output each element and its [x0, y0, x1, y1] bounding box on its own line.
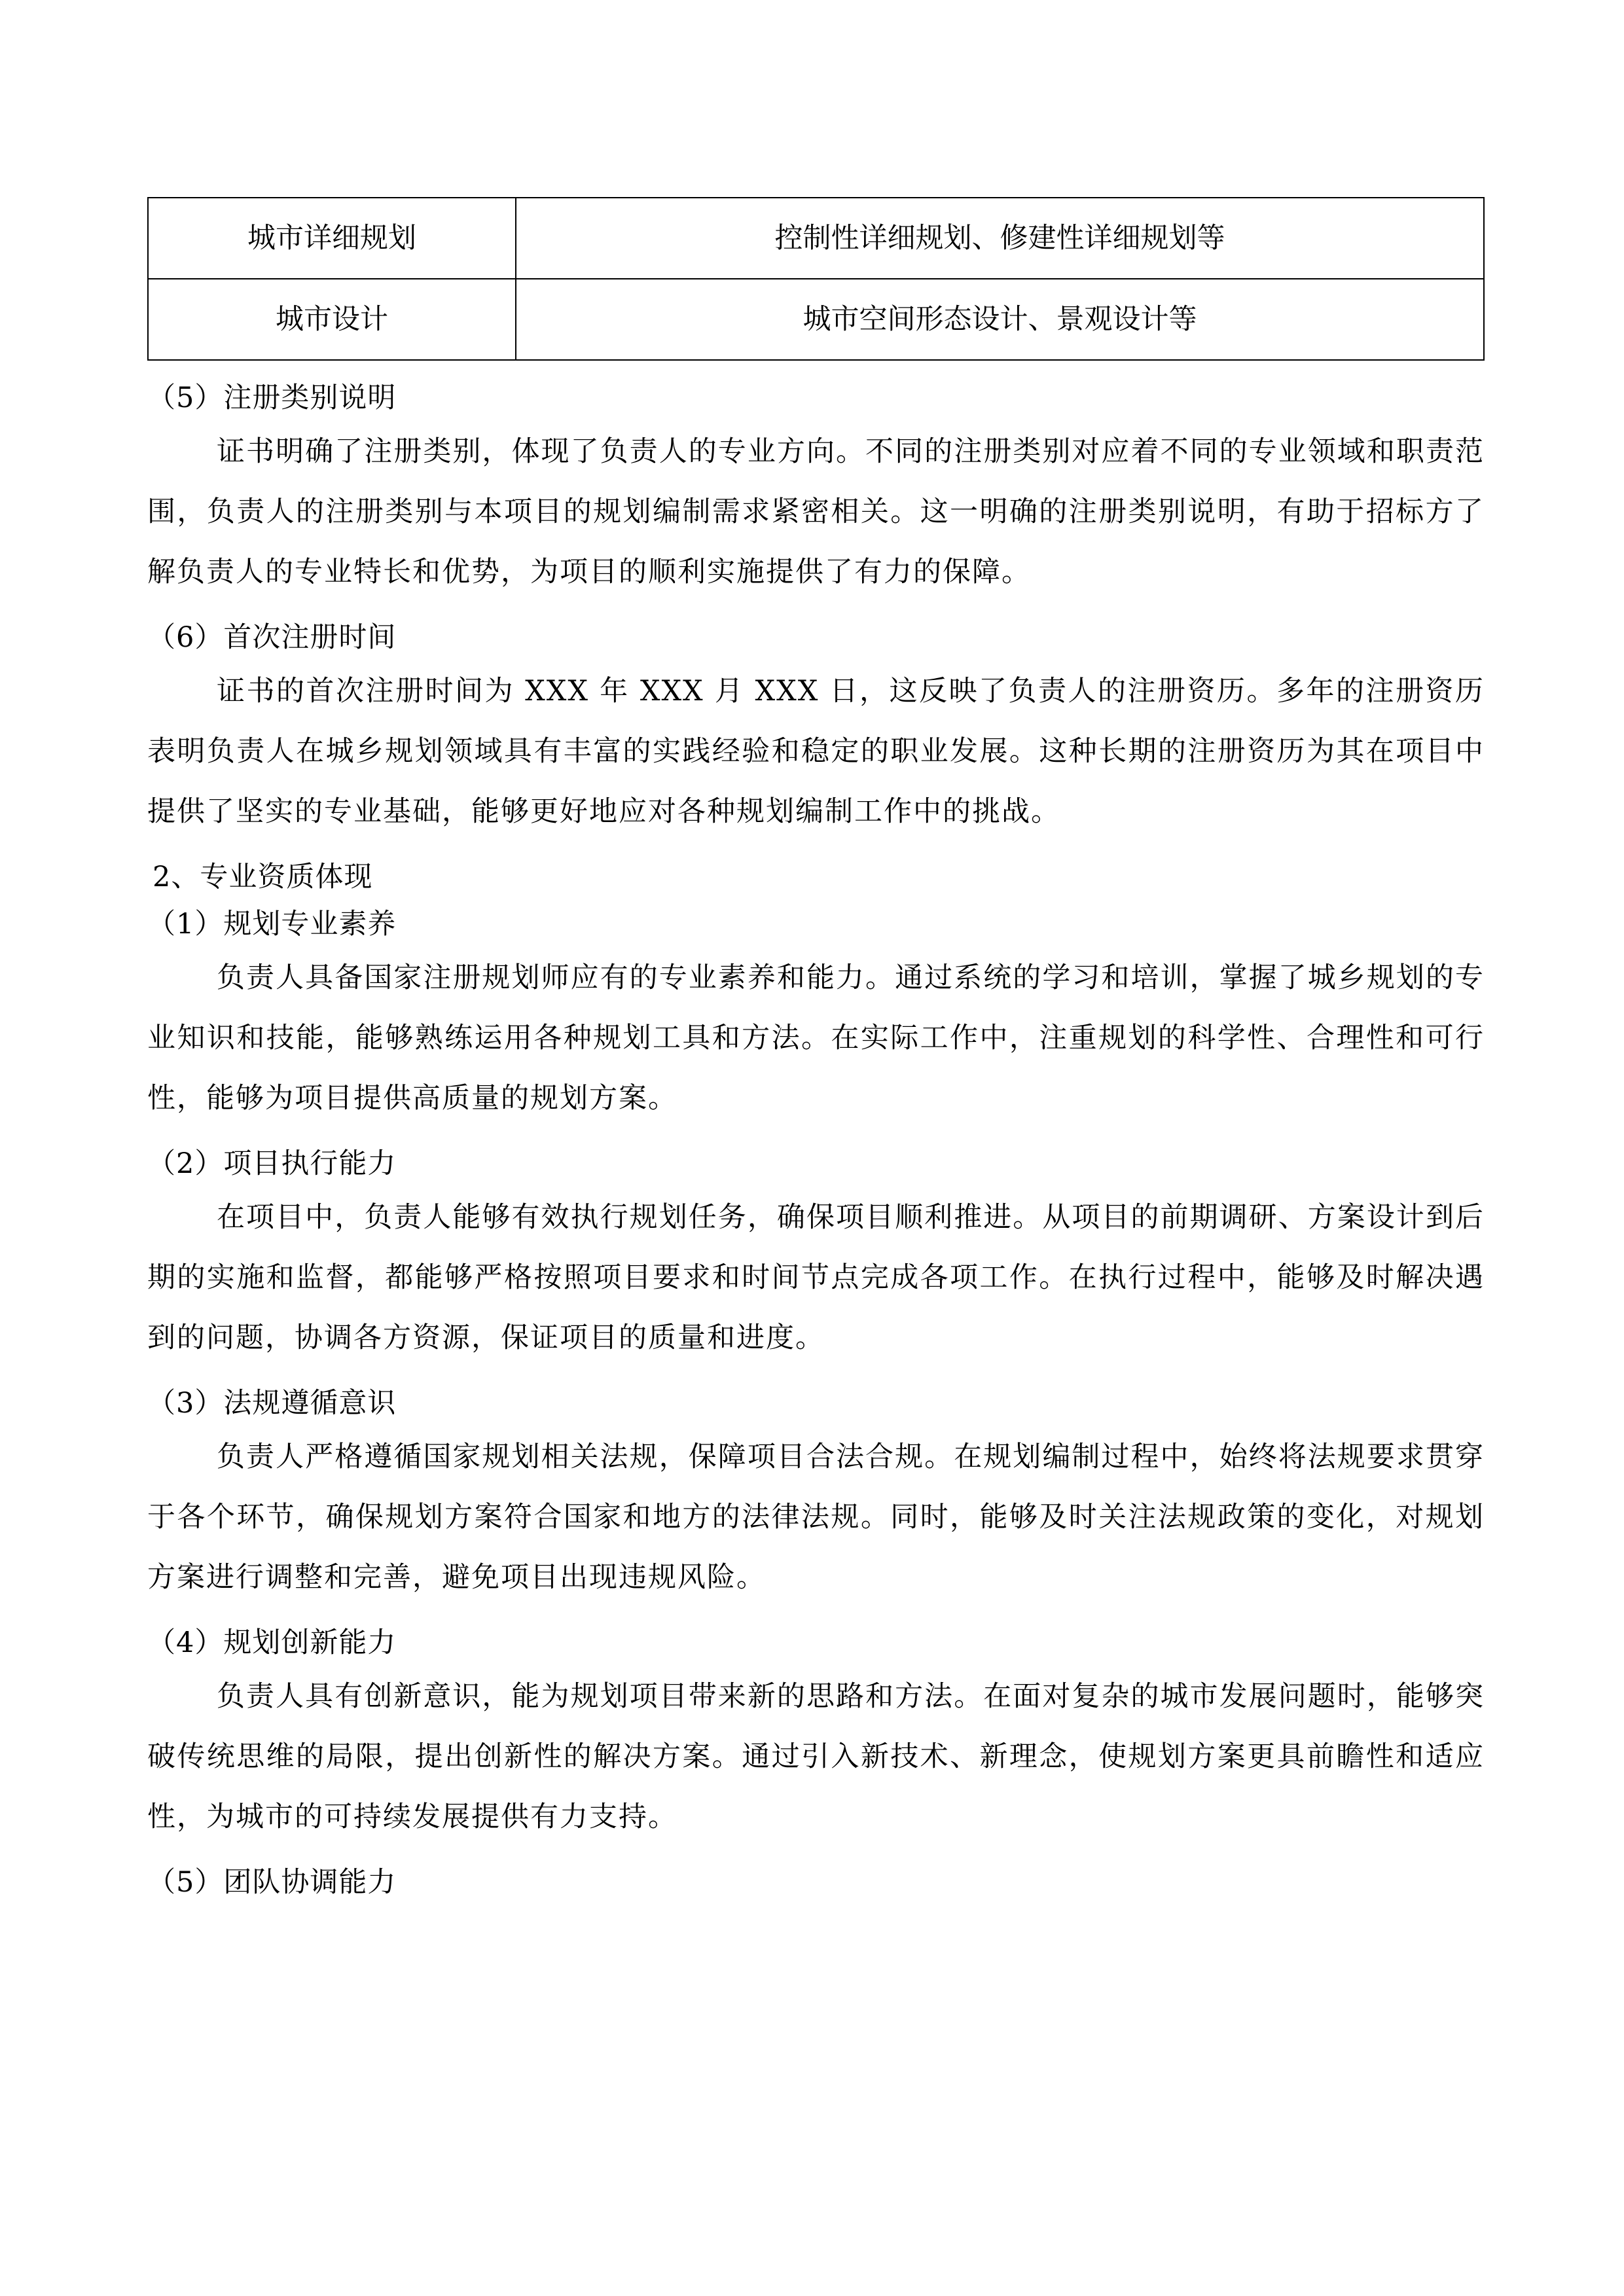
planning-type-table [147, 197, 1485, 361]
document-body [147, 374, 1485, 1906]
section-heading: （6）首次注册时间 [147, 621, 397, 654]
table-cell-content: 城市空间形态设计、景观设计等 [516, 279, 1484, 360]
section-heading: （3）法规遵循意识 [147, 1387, 397, 1420]
table-cell-type: 城市设计 [148, 279, 516, 360]
paragraph: 在项目中，负责人能够有效执行规划任务，确保项目顺利推进。从项目的前期调研、方案设计到后期的实施和监督，都能够严格按照项目要求和时间节点完成各项工作。在执行过程中，能够及时解决遇到的问题，协调各方资源，保证项目的质量和进度。 [147, 1201, 1485, 1354]
table-row [148, 279, 1484, 360]
table-row [148, 198, 1484, 279]
table-cell-content: 控制性详细规划、修建性详细规划等 [516, 198, 1484, 279]
section-heading: （1）规划专业素养 [147, 908, 397, 941]
section-heading: （5）注册类别说明 [147, 382, 397, 414]
section-heading: （2）项目执行能力 [147, 1147, 397, 1180]
paragraph: 负责人具有创新意识，能为规划项目带来新的思路和方法。在面对复杂的城市发展问题时，能够突破传统思维的局限，提出创新性的解决方案。通过引入新技术、新理念，使规划方案更具前瞻性和适应性，为城市的可持续发展提供有力支持。 [147, 1680, 1485, 1833]
paragraph: 证书的首次注册时间为 XXX 年 XXX 月 XXX 日，这反映了负责人的注册资历。多年的注册资历表明负责人在城乡规划领域具有丰富的实践经验和稳定的职业发展。这种长期的注册资历为其在项目中提供了坚实的专业基础，能够更好地应对各种规划编制工作中的挑战。 [147, 675, 1485, 828]
paragraph: 负责人具备国家注册规划师应有的专业素养和能力。通过系统的学习和培训，掌握了城乡规划的专业知识和技能，能够熟练运用各种规划工具和方法。在实际工作中，注重规划的科学性、合理性和可行性，能够为项目提供高质量的规划方案。 [147, 961, 1485, 1115]
section-heading: （5）团队协调能力 [147, 1866, 397, 1899]
table-cell-type: 城市详细规划 [148, 198, 516, 279]
section-heading: （4）规划创新能力 [147, 1626, 397, 1659]
paragraph: 负责人严格遵循国家规划相关法规，保障项目合法合规。在规划编制过程中，始终将法规要求贯穿于各个环节，确保规划方案符合国家和地方的法律法规。同时，能够及时关注法规政策的变化，对规划方案进行调整和完善，避免项目出现违规风险。 [147, 1441, 1485, 1594]
paragraph: 证书明确了注册类别，体现了负责人的专业方向。不同的注册类别对应着不同的专业领域和职责范围，负责人的注册类别与本项目的规划编制需求紧密相关。这一明确的注册类别说明，有助于招标方了解负责人的专业特长和优势，为项目的顺利实施提供了有力的保障。 [147, 435, 1485, 588]
chapter-heading: 2、专业资质体现 [153, 861, 373, 893]
